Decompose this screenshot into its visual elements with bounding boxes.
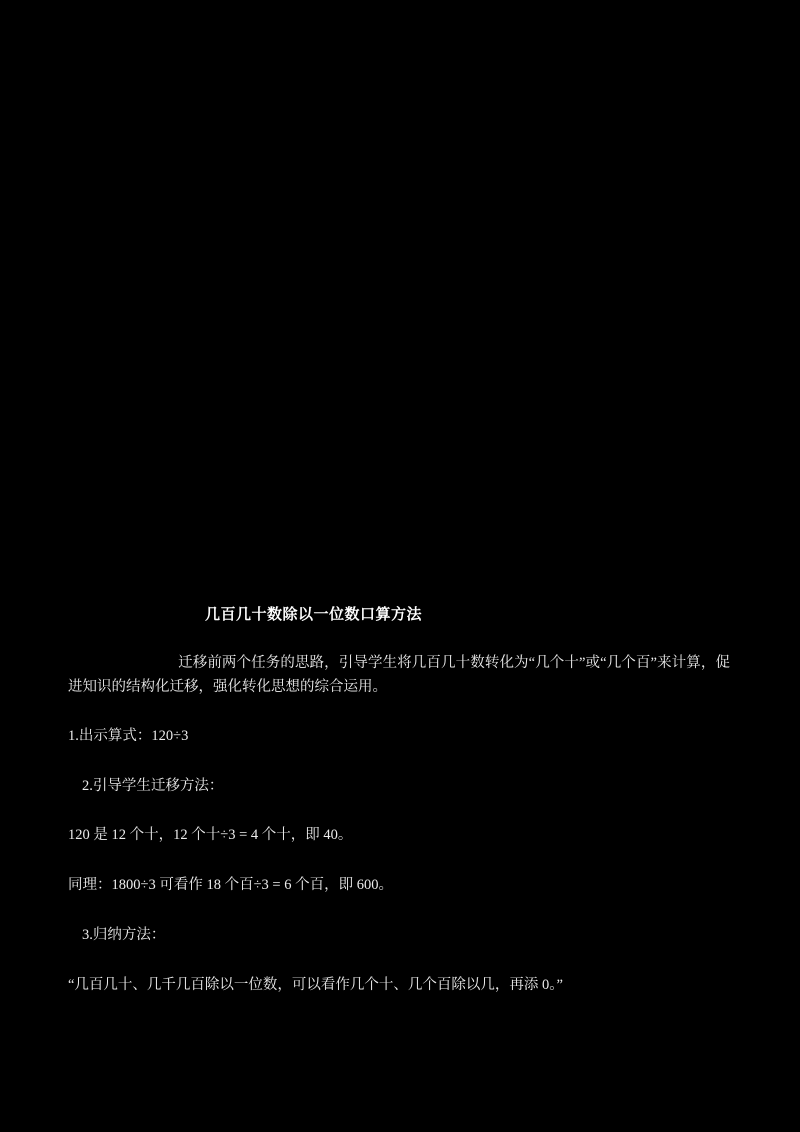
intro-paragraph xyxy=(0,652,800,700)
step-item-1: 1.出示算式：120÷3 xyxy=(68,727,189,744)
summary-label: 3.归纳方法： xyxy=(82,926,166,943)
page-title: 几百几十数除以一位数口算方法 xyxy=(205,607,423,623)
document-content xyxy=(0,605,800,996)
summary-text: “几百几十、几千几百除以一位数，可以看作几个十、几个百除以几，再添 0。” xyxy=(68,976,563,993)
calculation-line-1: 120 是 12 个十，12 个十÷3 = 4 个十，即 40。 xyxy=(68,827,353,844)
step-item-2: 2.引导学生迁移方法： xyxy=(82,777,224,794)
intro-paragraph-text: 迁移前两个任务的思路，引导学生将几百几十数转化为“几个十”或“几个百”来计算，促进知识的结构化迁移，强化转化思想的综合运用。 xyxy=(68,655,730,695)
calculation-line-2: 同理：1800÷3 可看作 18 个百÷3 = 6 个百，即 600。 xyxy=(68,877,393,894)
